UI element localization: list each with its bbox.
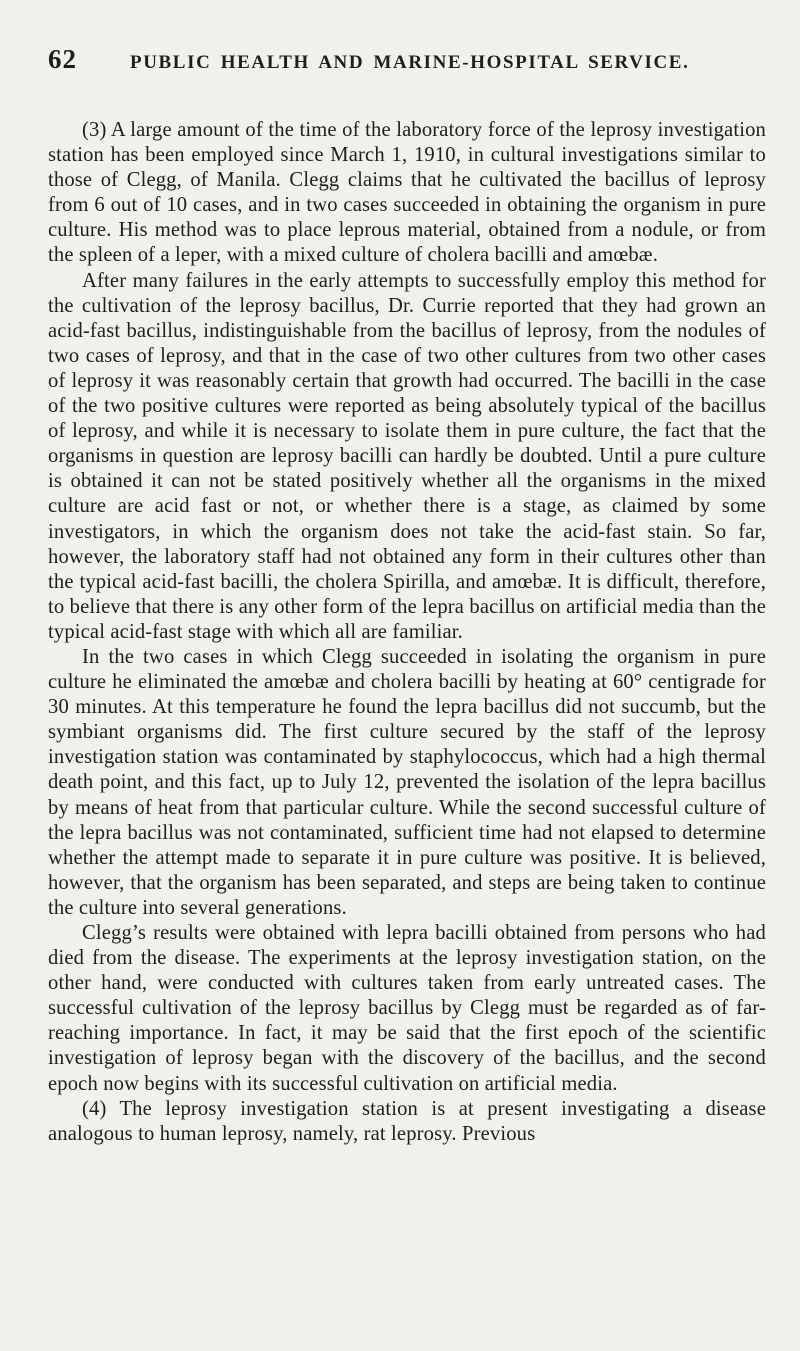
paragraph-currie-report: After many failures in the early attempts to successfully employ this method for the cultivation of the leprosy bacillus, Dr. Currie reported that they had grown an acid-fast bacillus, indistinguishable from the bacillus of leprosy, from the nodules of two cases of leprosy, and that in the case of two other cultures from two other cases of leprosy it was reasonably certain that growth had occurred. The bacilli in the case of the two positive cultures were reported as being absolutely typical of the bacillus of leprosy, and while it is necessary to isolate them in pure culture, the fact that the organisms in question are leprosy bacilli can hardly be doubted. Until a pure culture is obtained it can not be stated positively whether all the organisms in the mixed culture are acid fast or not, or whether there is a stage, as claimed by some investigators, in which the organism does not take the acid-fast stain. So far, however, the laboratory staff had not obtained any form in their cultures other than the typical acid-fast bacilli, the cholera Spirilla, and amœbæ. It is difficult, therefore, to believe that there is any other form of the lepra bacillus on artificial media than the typical acid-fast stage with which all are familiar. xyxy=(48,269,767,643)
paragraph-culture-investigations: (3) A large amount of the time of the laboratory force of the leprosy investigation station has been employed since March 1, 1910, in cultural investigations similar to those of Clegg, of Manila. Clegg claims that he cultivated the bacillus of leprosy from 6 out of 10 cases, and in two cases succeeded in obtaining the organism in pure culture. His method was to place leprous material, obtained from a nodule, or from the spleen of a leper, with a mixed culture of cholera bacilli and amœbæ. xyxy=(48,119,766,267)
body-text xyxy=(48,118,766,1147)
paragraph-heating-isolation: In the two cases in which Clegg succeeded in isolating the organism in pure culture he eliminated the amœbæ and cholera bacilli by heating at 60° centigrade for 30 minutes. At this temperature he found the lepra bacillus did not succumb, but the symbiant organisms did. The first culture secured by the staff of the leprosy investigation station was contaminated by staphylococcus, which had a high thermal death point, and this fact, up to July 12, prevented the isolation of the lepra bacillus by means of heat from that particular culture. While the second successful culture of the lepra bacillus was not contaminated, sufficient time had not elapsed to determine whether the attempt made to separate it in pure culture was positive. It is believed, however, that the organism has been separated, and steps are being taken to continue the culture into several generations. xyxy=(48,645,766,919)
paragraph-rat-leprosy: (4) The leprosy investigation station is at present investigating a disease analogous to human leprosy, namely, rat leprosy. Previous xyxy=(48,1097,766,1145)
running-title: PUBLIC HEALTH AND MARINE-HOSPITAL SERVICE. xyxy=(130,52,690,73)
page-number: 62 xyxy=(48,44,77,74)
running-header xyxy=(48,44,766,80)
paragraph-clegg-results: Clegg’s results were obtained with lepra bacilli obtained from persons who had died from the disease. The experiments at the leprosy investigation station, on the other hand, were conducted with cultures taken from early untreated cases. The successful cultivation of the leprosy bacillus by Clegg must be regarded as of far-reaching importance. In fact, it may be said that the first epoch of the scientific investigation of leprosy began with the discovery of the bacillus, and the second epoch now begins with its successful cultivation on artificial media. xyxy=(48,922,766,1095)
